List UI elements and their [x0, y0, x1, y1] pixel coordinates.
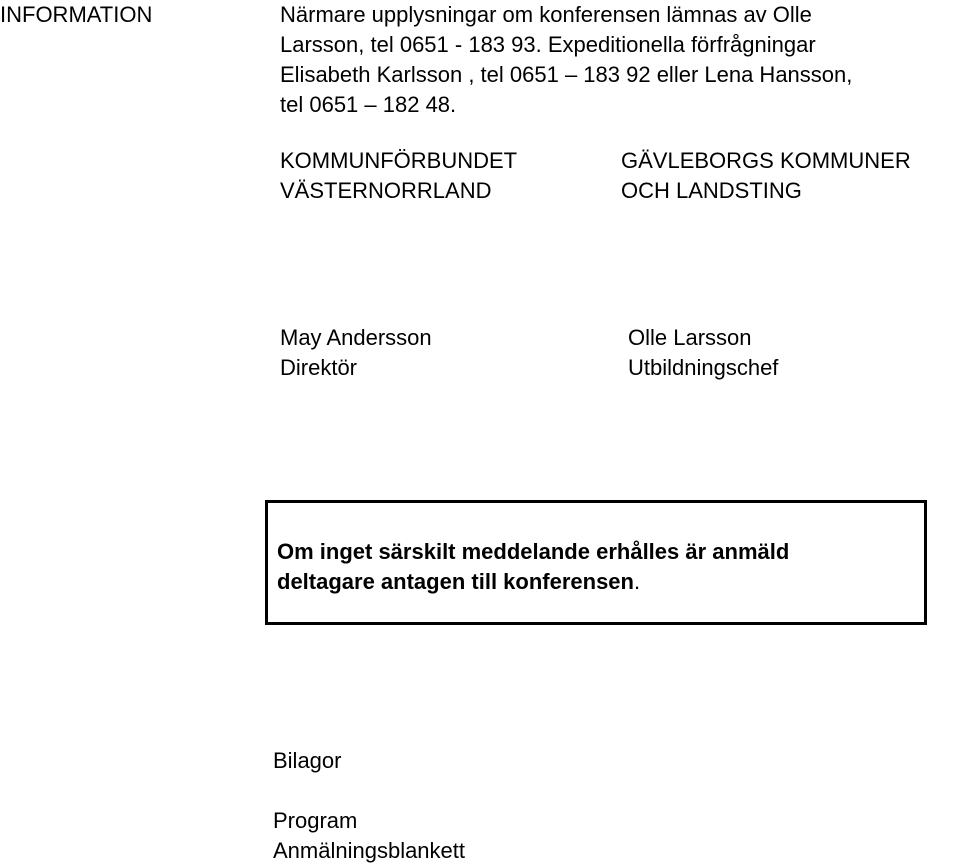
notice-line-text: deltagare antagen till konferensen	[277, 569, 634, 594]
info-line: Larsson, tel 0651 - 183 93. Expeditionella förfrågningar	[280, 32, 816, 57]
notice-line: Om inget särskilt meddelande erhålles är anmäld	[277, 539, 790, 564]
organization-name-line: OCH LANDSTING	[621, 178, 802, 203]
organization-name-line: VÄSTERNORRLAND	[280, 178, 492, 203]
info-line: tel 0651 – 182 48.	[280, 92, 457, 117]
organization-left	[280, 146, 517, 206]
signatory-name: May Andersson	[280, 325, 432, 350]
information-paragraph	[280, 0, 852, 120]
signatory-title: Direktör	[280, 355, 358, 380]
signatory-left	[280, 323, 432, 383]
notice-line	[277, 567, 789, 597]
organization-name-line: KOMMUNFÖRBUNDET	[280, 148, 518, 173]
attachments-list	[273, 806, 465, 866]
attachments-heading: Bilagor	[273, 748, 342, 773]
notice-period: .	[633, 569, 641, 594]
info-line: Närmare upplysningar om konferensen lämnas av Olle	[280, 2, 812, 27]
notice-box	[265, 500, 927, 625]
organization-right	[621, 146, 911, 206]
notice-text	[277, 537, 789, 597]
signatory-right	[628, 323, 778, 383]
organization-name-line: GÄVLEBORGS KOMMUNER	[621, 148, 911, 173]
signatory-title: Utbildningschef	[628, 355, 779, 380]
attachment-item: Program	[273, 808, 358, 833]
attachment-item: Anmälningsblankett	[273, 838, 466, 863]
info-line: Elisabeth Karlsson , tel 0651 – 183 92 eller Lena Hansson,	[280, 62, 853, 87]
signatory-name: Olle Larsson	[628, 325, 752, 350]
section-label: INFORMATION	[0, 2, 153, 27]
